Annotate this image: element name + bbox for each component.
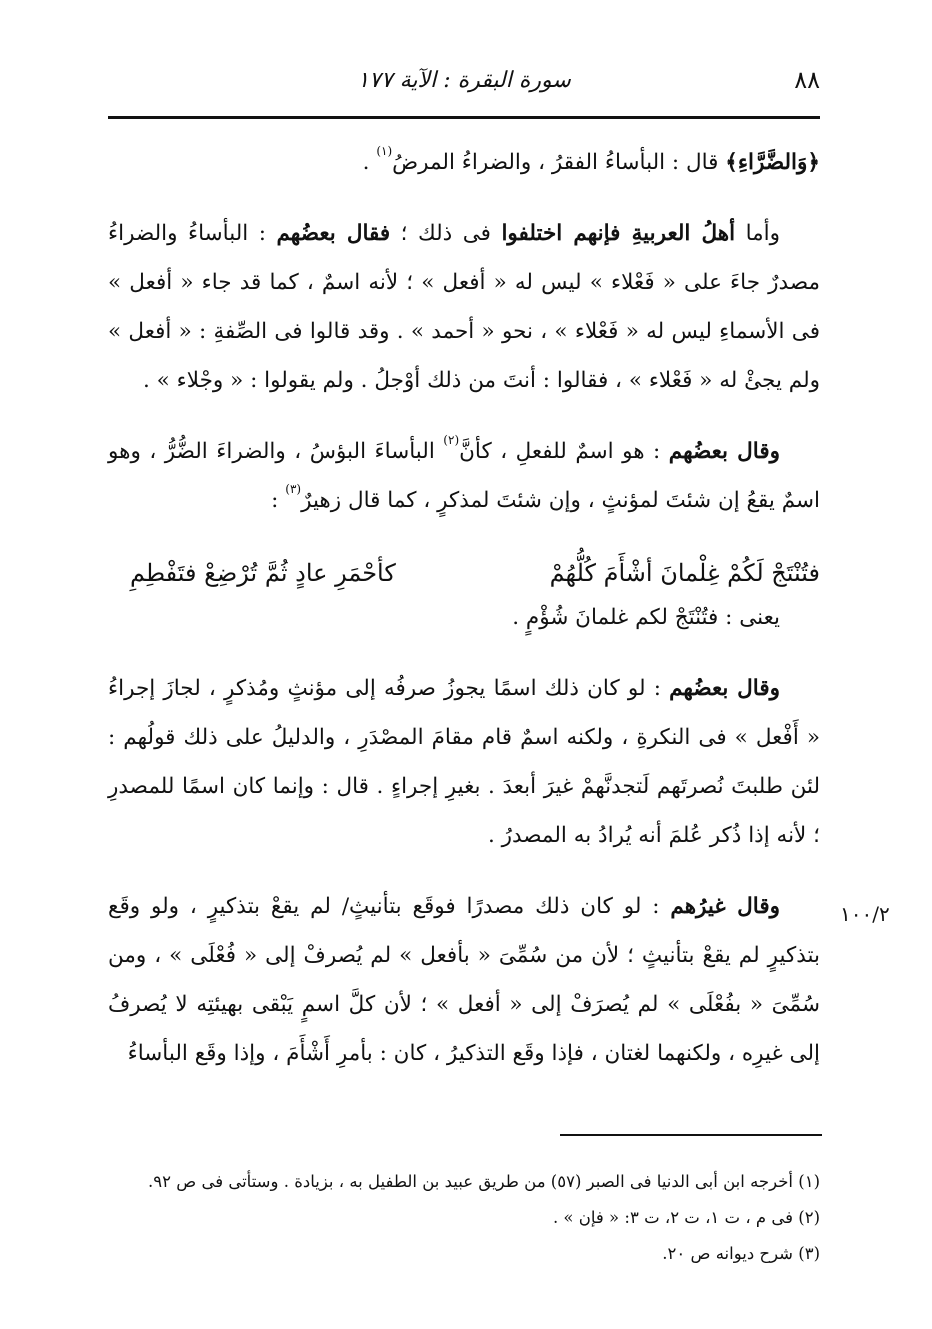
verse-hemistich-second: كأحْمَرِ عادٍ ثُمَّ تُرْضِعْ فتَفْطِمِ — [130, 559, 396, 587]
page-number: ٨٨ — [794, 66, 820, 94]
paragraph-text: وأما — [735, 221, 781, 246]
paragraph-text: البأساءَ البؤسُ ، والضراءَ الضُّرُّ ، وهو اسمٌ يقعُ إن شئتَ لمؤنثٍ ، وإن شئتَ لمذكرٍ ، كما قال زهيرٌ — [108, 439, 820, 513]
bold-phrase: فقال بعضُهم — [276, 221, 391, 246]
bold-phrase: أهلُ العربيةِ فإنهم اختلفوا — [501, 221, 736, 246]
footnotes — [108, 1164, 820, 1272]
bold-phrase: وقال بعضُهم — [669, 676, 780, 701]
paragraph-text: : البأساءُ والضراءُ مصدرٌ جاءَ على « فَعْلاء » ليس له « أفعل » ؛ لأنه اسمٌ ، كما قد جاء « أفعل » فى الأسماءِ ليس له « فَعْلاء » ، نحو « أحمد » . وقد قالوا فى الصِّفةِ : « أفعل » ولم يجئْ له « فَعْلاء » ، فقالوا : أنتَ من ذلك أوْجلُ . ولم يقولوا : « وجْلاء » . — [108, 221, 820, 393]
paragraph-text: . — [362, 150, 377, 175]
body-text — [108, 138, 820, 1100]
footnote-3: (٣) شرح ديوانه ص ٢٠. — [662, 1244, 820, 1263]
paragraph-text: : هو اسمٌ للفعلِ ، كأنَّ — [459, 439, 669, 464]
paragraph-text: فى ذلك ؛ — [390, 221, 502, 246]
paragraph-3 — [108, 427, 820, 525]
paragraph-5 — [108, 882, 820, 1078]
footnote-1: (١) أخرجه ابن أبى الدنيا فى الصبر (٥٧) من طريق عبيد بن الطفيل به ، بزيادة . وستأتى فى ص ٩٢. — [148, 1172, 820, 1191]
footnote-separator — [560, 1134, 822, 1136]
bold-phrase: وقال غيرُهم — [670, 894, 780, 919]
footnote-2: (٢) فى م ، ت ١، ت ٢، ت ٣: « فإن » . — [552, 1208, 820, 1227]
paragraph-2 — [108, 209, 820, 405]
quran-quote: ﴿وَالضَّرَّاءِ﴾ — [725, 150, 820, 175]
footnote-marker: (١) — [376, 144, 393, 158]
bold-phrase: وقال بعضُهم — [668, 439, 780, 464]
footnote-marker: (٢) — [443, 433, 460, 447]
poem-verse — [130, 547, 820, 599]
paragraph-text: : لو كان ذلك اسمًا يجوزُ صرفُه إلى مؤنثٍ ومُذكرٍ ، لجازَ إجراءُ « أَفْعل » فى النكرةِ ، ولكنه اسمٌ قام مقامَ المصْدَرِ ، والدليلُ على ذلك قولُهم : لئن طلبتَ نُصرتَهم لَتجدنَّهمْ غيرَ أبعدَ . بغيرِ إجراءٍ . قال : وإنما كان اسمًا للمصدرِ ؛ لأنه إذا ذُكر عُلمَ أنه يُرادُ به المصدرُ . — [108, 676, 820, 848]
page-header — [108, 62, 820, 102]
paragraph-text: : لو كان ذلك مصدرًا فوقَع بتأنيثٍ/ لم يقعْ بتذكيرٍ ، ولو وقَع بتذكيرٍ لم يقعْ بتأنيثٍ ؛ لأن من سُمِّىَ « بأفعل » لم يُصرفْ إلى « فُعْلَى » ، ومن سُمِّىَ « بفُعْلَى » لم يُصرَفْ إلى « أفعل » ؛ لأن كلَّ اسمٍ يَبْقى بهيئتِه لا يُصرفُ إلى غيرِه ، ولكنهما لغتان ، فإذا وقَع التذكيرُ ، كان : بأمرِ أَشْأَمَ ، وإذا وقَع البأساءُ — [108, 894, 820, 1066]
paragraph-1 — [108, 138, 820, 187]
running-title: سورة البقرة : الآية ١٧٧ — [357, 68, 571, 93]
paragraph-4 — [108, 664, 820, 860]
paragraph-text: : — [271, 488, 286, 513]
margin-reference: ١٠٠/٢ — [840, 902, 890, 926]
paragraph-text: قال : البأساءُ الفقرُ ، والضراءُ المرضُ — [392, 150, 726, 175]
paragraph-text: يعنى : فتُنْتَجْ لكم غلمانَ شُؤْمٍ . — [512, 605, 780, 630]
verse-hemistich-first: فتُنْتَجْ لَكُمْ غِلْمانَ أشْأَمَ كُلُّهُمْ — [549, 559, 820, 587]
header-rule — [108, 116, 820, 119]
footnote-marker: (٣) — [285, 482, 302, 496]
verse-explanation — [108, 593, 820, 642]
